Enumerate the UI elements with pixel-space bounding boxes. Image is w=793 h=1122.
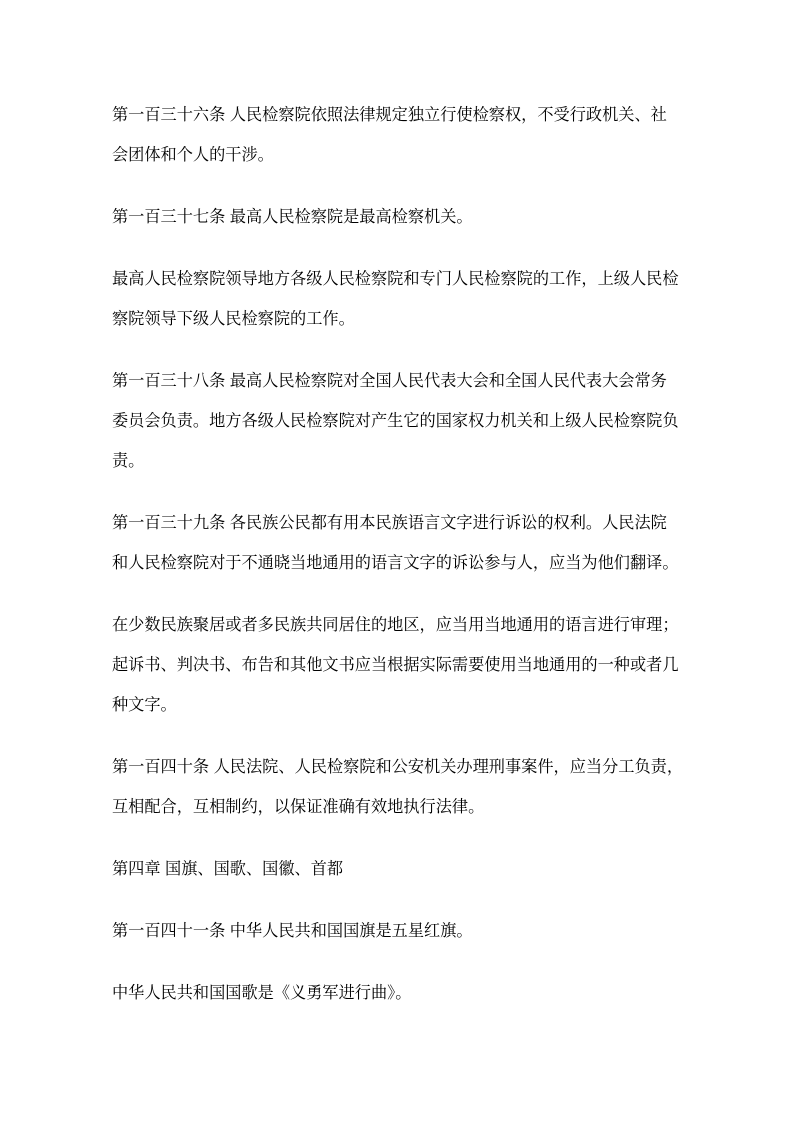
text-line: 起诉书、判决书、布告和其他文书应当根据实际需要使用当地通用的一种或者几: [112, 656, 679, 674]
article-136-paragraph: [112, 95, 684, 175]
text-line: 责。: [112, 452, 145, 470]
text-line: 第一百四十一条 中华人民共和国国旗是五星红旗。: [112, 922, 473, 940]
text-line: 互相配合，互相制约，以保证准确有效地执行法律。: [112, 798, 485, 816]
text-line: 会团体和个人的干涉。: [112, 146, 274, 164]
text-line: 最高人民检察院领导地方各级人民检察院和专门人民检察院的工作，上级人民检: [112, 270, 679, 288]
text-line: 察院领导下级人民检察院的工作。: [112, 310, 355, 328]
article-140-paragraph: [112, 747, 684, 827]
document-body: [112, 95, 684, 1035]
article-138-paragraph: [112, 361, 684, 481]
article-139-paragraph: [112, 503, 684, 583]
text-line: 和人民检察院对于不通晓当地通用的语言文字的诉讼参与人，应当为他们翻译。: [112, 554, 679, 572]
text-line: 委员会负责。地方各级人民检察院对产生它的国家权力机关和上级人民检察院负: [112, 412, 679, 430]
text-line: 第四章 国旗、国歌、国徽、首都: [112, 860, 344, 878]
text-line: 第一百三十八条 最高人民检察院对全国人民代表大会和全国人民代表大会常务: [112, 372, 667, 390]
text-line: 第一百三十九条 各民族公民都有用本民族语言文字进行诉讼的权利。人民法院: [112, 514, 667, 532]
text-line: 中华人民共和国国歌是《义勇军进行曲》。: [112, 984, 412, 1002]
text-line: 第一百四十条 人民法院、人民检察院和公安机关办理刑事案件，应当分工负责，: [112, 758, 684, 776]
text-line: 种文字。: [112, 696, 177, 714]
article-137-paragraph-2: [112, 259, 684, 339]
article-141-paragraph: [112, 911, 684, 951]
article-137-paragraph: [112, 197, 684, 237]
chapter-4-heading: [112, 849, 684, 889]
article-141-paragraph-2: [112, 973, 684, 1013]
article-139-paragraph-2: [112, 605, 684, 725]
text-line: 第一百三十七条 最高人民检察院是最高检察机关。: [112, 208, 473, 226]
text-line: 在少数民族聚居或者多民族共同居住的地区，应当用当地通用的语言进行审理；: [112, 616, 679, 634]
text-line: 第一百三十六条 人民检察院依照法律规定独立行使检察权，不受行政机关、社: [112, 106, 667, 124]
